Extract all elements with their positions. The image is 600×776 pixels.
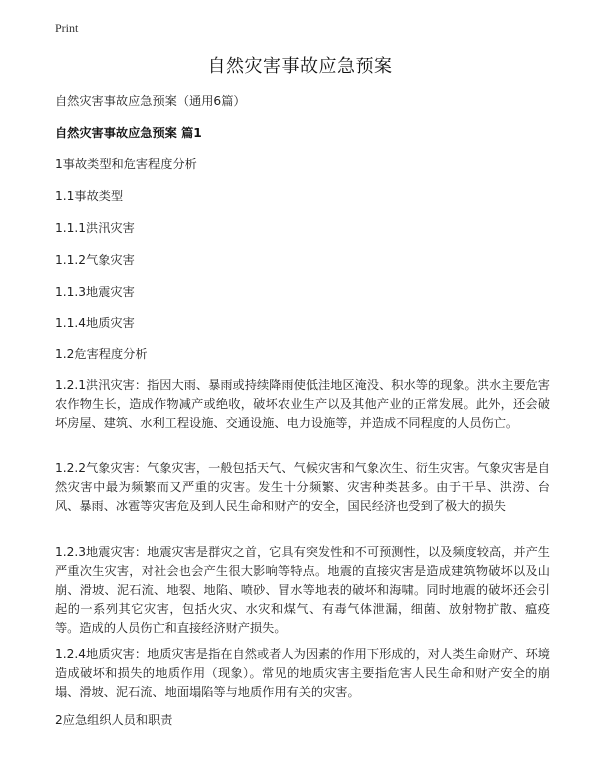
heading-1-1-1: 1.1.1洪汛灾害 [55, 221, 135, 235]
document-subtitle: 自然灾害事故应急预案（通用6篇） [55, 94, 246, 108]
heading-1-1: 1.1事故类型 [55, 189, 124, 203]
paragraph-1-2-2: 1.2.2气象灾害：气象灾害，一般包括天气、气候灾害和气象次生、衍生灾害。气象灾害是自然灾害中最为频繁而又严重的灾害。发生十分频繁、灾害种类甚多。由于干旱、洪涝、台风、暴雨、冰雹等灾害危及到人民生命和财产的安全，国民经济也受到了极大的损失 [55, 461, 550, 513]
paragraph-1-2-1: 1.2.1洪汛灾害：指因大雨、暴雨或持续降雨使低洼地区淹没、积水等的现象。洪水主要危害农作物生长，造成作物减产或绝收，破坏农业生产以及其他产业的正常发展。此外，还会破坏房屋、建筑、水利工程设施、交通设施、电力设施等，并造成不同程度的人员伤亡。 [55, 378, 550, 430]
paragraph-1-2-3: 1.2.3地震灾害：地震灾害是群灾之首，它具有突发性和不可预测性，以及频度较高，并产生严重次生灾害，对社会也会产生很大影响等特点。地震的直接灾害是造成建筑物破坏以及山崩、滑坡、泥石流、地裂、地陷、喷砂、冒水等地表的破坏和海啸。同时地震的破坏还会引起的一系列其它灾害，包括火灾、水灾和煤气、有毒气体泄漏，细菌、放射物扩散、瘟疫等。造成的人员伤亡和直接经济财产损失。 [55, 545, 550, 635]
heading-1: 1事故类型和危害程度分析 [55, 157, 197, 171]
section-heading: 自然灾害事故应急预案 篇1 [55, 126, 202, 140]
heading-1-1-4: 1.1.4地质灾害 [55, 316, 135, 330]
heading-2: 2应急组织人员和职责 [55, 713, 173, 727]
paragraph-1-2-4: 1.2.4地质灾害：地质灾害是指在自然或者人为因素的作用下形成的，对人类生命财产、环境造成破坏和损失的地质作用（现象）。常见的地质灾害主要指危害人民生命和财产安全的崩塌、滑坡、泥石流、地面塌陷等与地质作用有关的灾害。 [55, 647, 550, 699]
heading-1-1-3: 1.1.3地震灾害 [55, 285, 135, 299]
print-link[interactable]: Print [55, 21, 79, 35]
heading-1-2: 1.2危害程度分析 [55, 347, 148, 361]
document-title: 自然灾害事故应急预案 [207, 56, 393, 77]
heading-1-1-2: 1.1.2气象灾害 [55, 253, 135, 267]
